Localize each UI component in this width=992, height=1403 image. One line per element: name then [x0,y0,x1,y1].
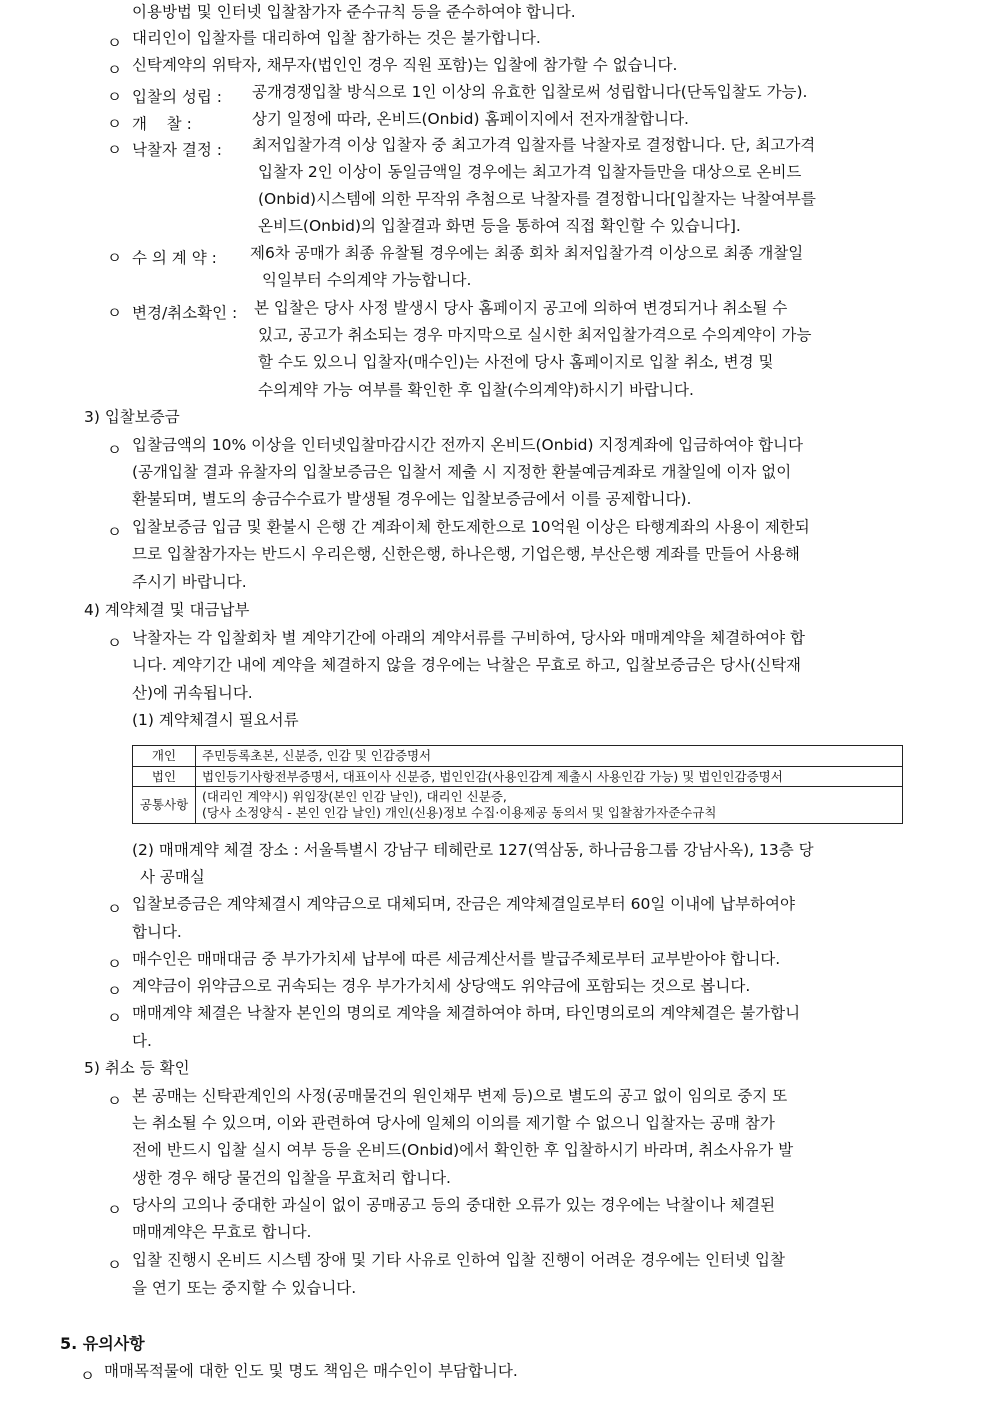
table-cell: 공통사항 [133,787,196,823]
text-line: 사 공매실 [140,868,205,886]
text-line: 입찰보증금은 계약체결시 계약금으로 대체되며, 잔금은 계약체결일로부터 60일 이내에 납부하여야 [132,895,795,913]
bullet-icon: ㅇ [107,1009,122,1027]
text-line: 최저입찰가격 이상 입찰자 중 최고가격 입찰자를 낙찰자로 결정합니다. 단, 최고가격 [252,136,816,154]
text-line: 입찰보증금 입금 및 환불시 은행 간 계좌이체 한도제한으로 10억원 이상은 타행계좌의 사용이 제한되 [132,518,810,536]
text-line: 온비드(Onbid)의 입찰결과 화면 등을 통하여 직접 확인할 수 있습니다]. [258,217,741,235]
text-line: 입찰금액의 10% 이상을 인터넷입찰마감시간 전까지 온비드(Onbid) 지정계좌에 입금하여야 합니다 [132,436,803,454]
text-line: (2) 매매계약 체결 장소 : 서울특별시 강남구 테헤란로 127(역삼동, 하나금융그룹 강남사옥), 13층 당 [132,841,814,859]
bullet-icon: ㅇ [107,1092,122,1110]
bullet-icon: ㅇ [107,34,122,52]
required-documents-table [132,745,903,824]
text-line: 제6차 공매가 최종 유찰될 경우에는 최종 회차 최저입찰가격 이상으로 최종 개찰일 [250,244,804,262]
text-line: 신탁계약의 위탁자, 채무자(법인인 경우 직원 포함)는 입찰에 참가할 수 없습니다. [132,56,678,74]
section-heading: 4) 계약체결 및 대금납부 [84,601,250,619]
text-line: 매매목적물에 대한 인도 및 명도 책임은 매수인이 부담합니다. [104,1362,518,1380]
text-line: 할 수도 있으니 입찰자(매수인)는 사전에 당사 홈페이지로 입찰 취소, 변경 및 [258,353,774,371]
item-label: 변경/취소확인 : [132,304,238,322]
text-line: 익일부터 수의계약 가능합니다. [262,271,472,289]
table-cell: 주민등록초본, 신분증, 인감 및 인감증명서 [196,746,903,767]
text-line: 계약금이 위약금으로 귀속되는 경우 부가가치세 상당액도 위약금에 포함되는 것으로 봅니다. [132,977,751,995]
text-line: 므로 입찰참가자는 반드시 우리은행, 신한은행, 하나은행, 기업은행, 부산은행 계좌를 만들어 사용해 [132,545,800,563]
bullet-icon: ㅇ [107,304,122,322]
text-line: 대리인이 입찰자를 대리하여 입찰 참가하는 것은 불가합니다. [132,29,541,47]
table-row [133,766,903,787]
item-label: 개 찰 : [132,115,192,133]
bullet-icon: ㅇ [107,88,122,106]
text-line: 니다. 계약기간 내에 계약을 체결하지 않을 경우에는 낙찰은 무효로 하고, 입찰보증금은 당사(신탁재 [132,656,802,674]
bullet-icon: ㅇ [107,1201,122,1219]
text-line: 다. [132,1032,152,1050]
table-row [133,787,903,823]
item-label: 입찰의 성립 : [132,88,222,106]
text-line: 주시기 바랍니다. [132,573,247,591]
text-line: 공개경쟁입찰 방식으로 1인 이상의 유효한 입찰로써 성립합니다(단독입찰도 가능). [252,83,808,101]
text-line: 매수인은 매매대금 중 부가가치세 납부에 따른 세금계산서를 발급주체로부터 교부받아야 합니다. [132,950,781,968]
text-line: 산)에 귀속됩니다. [132,684,253,702]
table-cell: 개인 [133,746,196,767]
bullet-icon: ㅇ [107,1256,122,1274]
section-heading: 5) 취소 등 확인 [84,1059,190,1077]
item-label: 낙찰자 결정 : [132,141,222,159]
text-line: (Onbid)시스템에 의한 무작위 추첨으로 낙찰자를 결정합니다[입찰자는 낙찰여부를 [258,190,816,208]
bullet-icon: ㅇ [80,1367,95,1385]
bullet-icon: ㅇ [107,523,122,541]
text-line: 생한 경우 해당 물건의 입찰을 무효처리 합니다. [132,1169,451,1187]
text-line: 을 연기 또는 중지할 수 있습니다. [132,1279,357,1297]
text-line: 매매계약은 무효로 합니다. [132,1223,312,1241]
text-line: 합니다. [132,923,182,941]
text-line: 환불되며, 별도의 송금수수료가 발생될 경우에는 입찰보증금에서 이를 공제합니다). [132,490,692,508]
bullet-icon: ㅇ [107,61,122,79]
text-line: 본 입찰은 당사 사정 발생시 당사 홈페이지 공고에 의하여 변경되거나 취소될 수 [254,299,788,317]
bullet-icon: ㅇ [107,441,122,459]
text-line: (공개입찰 결과 유찰자의 입찰보증금은 입찰서 제출 시 지정한 환불예금계좌로 개찰일에 이자 없이 [132,463,792,481]
table-cell-line: (대리인 계약시) 위임장(본인 인감 날인), 대리인 신분증, [202,789,507,805]
table-cell: 법인 [133,766,196,787]
bullet-icon: ㅇ [107,955,122,973]
text-line: 이용방법 및 인터넷 입찰참가자 준수규칙 등을 준수하여야 합니다. [132,3,576,21]
bullet-icon: ㅇ [107,249,122,267]
text-line: 입찰자 2인 이상이 동일금액일 경우에는 최고가격 입찰자들만을 대상으로 온비드 [258,163,802,181]
table-cell-line: (당사 소정양식 - 본인 인감 날인) 개인(신용)정보 수집·이용제공 동의서 및 입찰참가자준수규칙 [202,804,717,820]
section-title: 5. 유의사항 [60,1334,145,1353]
text-line: 당사의 고의나 중대한 과실이 없이 공매공고 등의 중대한 오류가 있는 경우에는 낙찰이나 체결된 [132,1196,776,1214]
text-line: 입찰 진행시 온비드 시스템 장애 및 기타 사유로 인하여 입찰 진행이 어려운 경우에는 인터넷 입찰 [132,1251,785,1269]
table-cell [196,787,903,823]
text-line: 수의계약 가능 여부를 확인한 후 입찰(수의계약)하시기 바랍니다. [258,381,694,399]
table-row [133,746,903,767]
bullet-icon: ㅇ [107,634,122,652]
bullet-icon: ㅇ [107,982,122,1000]
bullet-icon: ㅇ [107,900,122,918]
bullet-icon: ㅇ [107,115,122,133]
item-label: 수 의 계 약 : [132,249,217,267]
section-heading: 3) 입찰보증금 [84,408,180,426]
text-line: 있고, 공고가 취소되는 경우 마지막으로 실시한 최저입찰가격으로 수의계약이 가능 [258,326,812,344]
bullet-icon: ㅇ [107,141,122,159]
table-cell: 법인등기사항전부증명서, 대표이사 신분증, 법인인감(사용인감계 제출시 사용인감 가능) 및 법인인감증명서 [196,766,903,787]
text-line: 전에 반드시 입찰 실시 여부 등을 온비드(Onbid)에서 확인한 후 입찰하시기 바라며, 취소사유가 발 [132,1141,794,1159]
text-line: 본 공매는 신탁관계인의 사정(공매물건의 원인채무 변제 등)으로 별도의 공고 없이 임의로 중지 또 [132,1087,788,1105]
text-line: 매매계약 체결은 낙찰자 본인의 명의로 계약을 체결하여야 하며, 타인명의로의 계약체결은 불가합니 [132,1004,801,1022]
text-line: 상기 일정에 따라, 온비드(Onbid) 홈페이지에서 전자개찰합니다. [252,110,689,128]
text-line: 낙찰자는 각 입찰회차 별 계약기간에 아래의 계약서류를 구비하여, 당사와 매매계약을 체결하여야 합 [132,629,806,647]
text-line: (1) 계약체결시 필요서류 [132,711,299,729]
text-line: 는 취소될 수 있으며, 이와 관련하여 당사에 일체의 이의를 제기할 수 없으니 입찰자는 공매 참가 [132,1114,775,1132]
